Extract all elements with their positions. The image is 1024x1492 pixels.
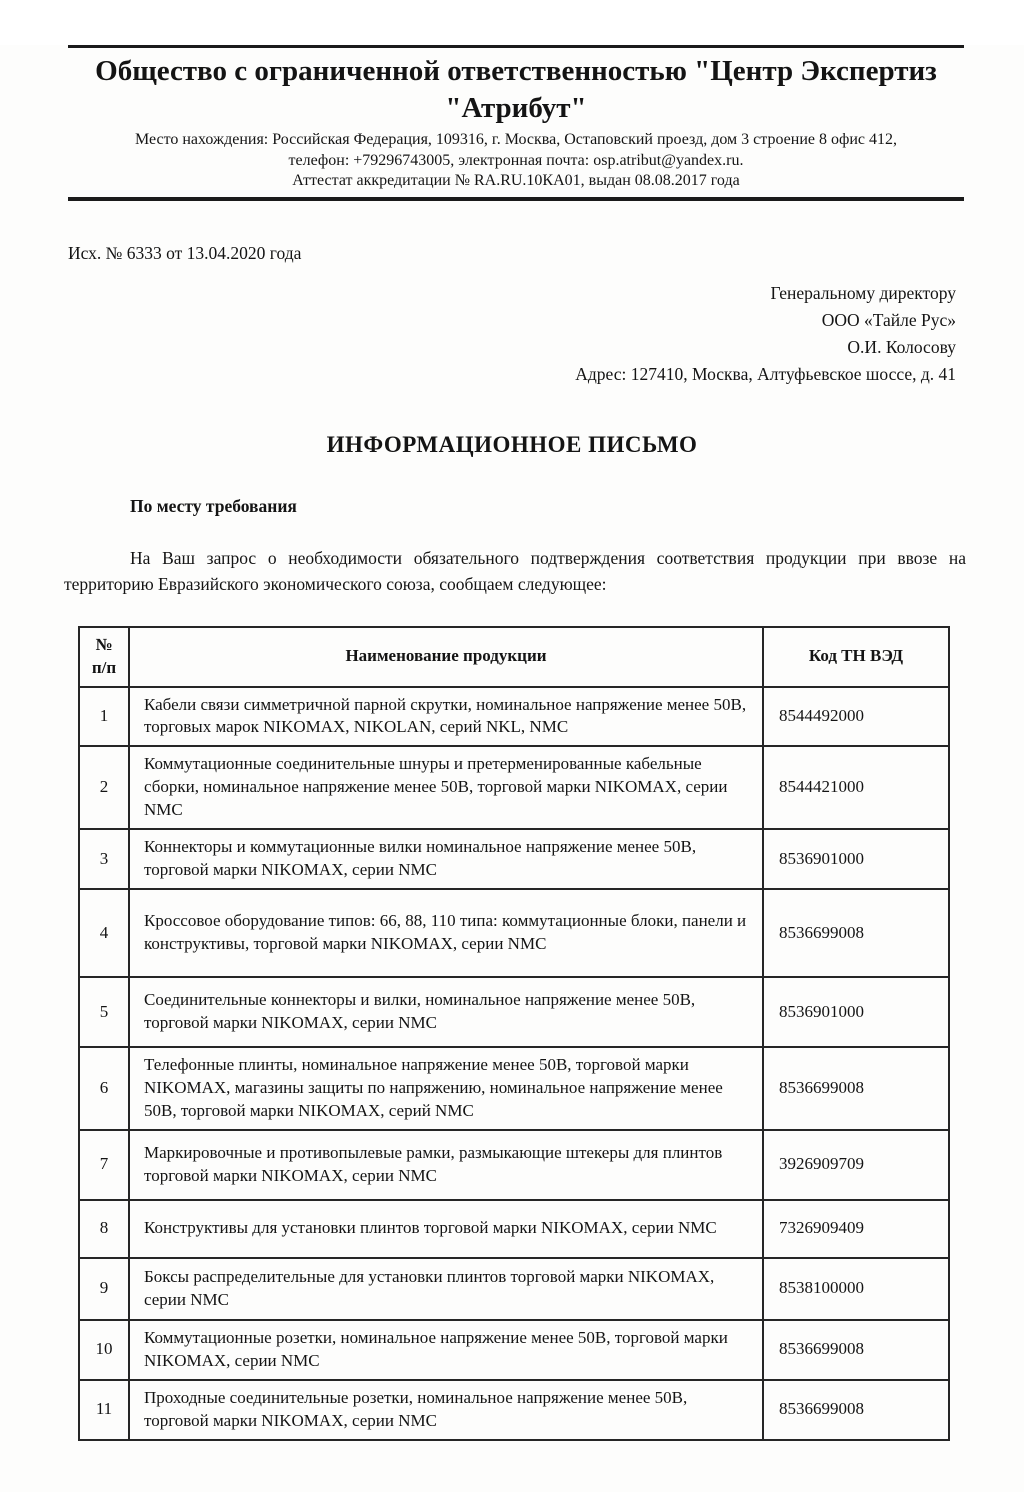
document-page [0,45,1024,1492]
org-accreditation-line: Аттестат аккредитации № RA.RU.10КА01, выдан 08.08.2017 года [292,172,740,190]
tnved-code: 8544492000 [763,687,949,747]
tnved-code: 8536699008 [763,1047,949,1130]
tnved-code: 7326909409 [763,1200,949,1258]
row-number: 7 [79,1130,129,1200]
table-row [79,1380,949,1440]
column-header-number [79,627,129,687]
tnved-code: 8536901000 [763,829,949,889]
product-name: Коммутационные розетки, номинальное напряжение менее 50В, торговой марки NIKOMAX, серии NMC [129,1320,763,1380]
row-number: 10 [79,1320,129,1380]
product-name: Проходные соединительные розетки, номинальное напряжение менее 50В, торговой марки NIKOMAX, серии NMC [129,1380,763,1440]
table-row [79,1258,949,1320]
product-name: Боксы распределительные для установки плинтов торговой марки NIKOMAX, серии NMC [129,1258,763,1320]
row-number: 9 [79,1258,129,1320]
row-number: 11 [79,1380,129,1440]
tnved-code: 8536699008 [763,889,949,977]
row-number: 4 [79,889,129,977]
product-name: Соединительные коннекторы и вилки, номинальное напряжение менее 50В, торговой марки NIKOMAX, серии NMC [129,977,763,1047]
column-header-number-line1: № [95,634,113,654]
table-row [79,829,949,889]
recipient-person: О.И. Колосову [847,336,956,357]
org-name [68,53,964,127]
table-row [79,1200,949,1258]
table-row [79,1130,949,1200]
tnved-code: 8536901000 [763,977,949,1047]
product-name: Телефонные плинты, номинальное напряжение менее 50В, торговой марки NIKOMAX, магазины защиты по напряжению, номинальное напряжение менее 50В, торговой марки NIKOMAX, серий NMC [129,1047,763,1130]
row-number: 8 [79,1200,129,1258]
table-row [79,889,949,977]
table-row [79,1320,949,1380]
recipient-position: Генеральному директору [770,282,956,303]
table-row [79,977,949,1047]
body-paragraph: На Ваш запрос о необходимости обязательного подтверждения соответствия продукции при ввозе на территорию Евразийского экономического союза, сообщаем следующее: [64,548,966,595]
products-table [78,626,950,1441]
tnved-code: 8544421000 [763,746,949,829]
column-header-tnved-code: Код ТН ВЭД [763,627,949,687]
product-name: Маркировочные и противопылевые рамки, размыкающие штекеры для плинтов торговой марки NIKOMAX, серии NMC [129,1130,763,1200]
row-number: 2 [79,746,129,829]
recipient-company: ООО «Тайле Рус» [821,309,956,330]
tnved-code: 8536699008 [763,1320,949,1380]
recipient-block [0,280,956,389]
salutation: По месту требования [130,496,297,517]
table-header-row [79,627,949,687]
org-contacts [68,130,964,191]
outgoing-ref-line: Исх. № 6333 от 13.04.2020 года [68,242,302,263]
product-name: Конструктивы для установки плинтов торговой марки NIKOMAX, серии NMC [129,1200,763,1258]
column-header-product-name: Наименование продукции [129,627,763,687]
table-row [79,1047,949,1130]
org-name-line1: Общество с ограниченной ответственностью "Центр Экспертиз [95,55,937,87]
product-name: Коммутационные соединительные шнуры и претерменированные кабельные сборки, номинальное напряжение менее 50В, торговой марки NIKOMAX, серии NMC [129,746,763,829]
table-row [79,687,949,747]
tnved-code: 8538100000 [763,1258,949,1320]
tnved-code: 3926909709 [763,1130,949,1200]
row-number: 6 [79,1047,129,1130]
recipient-address: Адрес: 127410, Москва, Алтуфьевское шоссе, д. 41 [575,364,956,384]
letterhead [68,45,964,201]
column-header-number-line2: п/п [91,657,117,677]
row-number: 1 [79,687,129,747]
product-name: Кроссовое оборудование типов: 66, 88, 110 типа: коммутационные блоки, панели и конструктивы, торговой марки NIKOMAX, серии NMC [129,889,763,977]
table-row [79,746,949,829]
tnved-code: 8536699008 [763,1380,949,1440]
org-name-line2: "Атрибут" [445,92,587,125]
row-number: 3 [79,829,129,889]
org-phone-email-line: телефон: +79296743005, электронная почта: osp.atribut@yandex.ru. [288,151,744,169]
org-address-line: Место нахождения: Российская Федерация, 109316, г. Москва, Остаповский проезд, дом 3 строение 8 офис 412, [134,131,898,149]
letter-title: ИНФОРМАЦИОННОЕ ПИСЬМО [326,432,698,458]
row-number: 5 [79,977,129,1047]
product-name: Кабели связи симметричной парной скрутки, номинальное напряжение менее 50В, торговых марок NIKOMAX, NIKOLAN, серий NKL, NMC [129,687,763,747]
product-name: Коннекторы и коммутационные вилки номинальное напряжение менее 50В, торговой марки NIKOMAX, серии NMC [129,829,763,889]
